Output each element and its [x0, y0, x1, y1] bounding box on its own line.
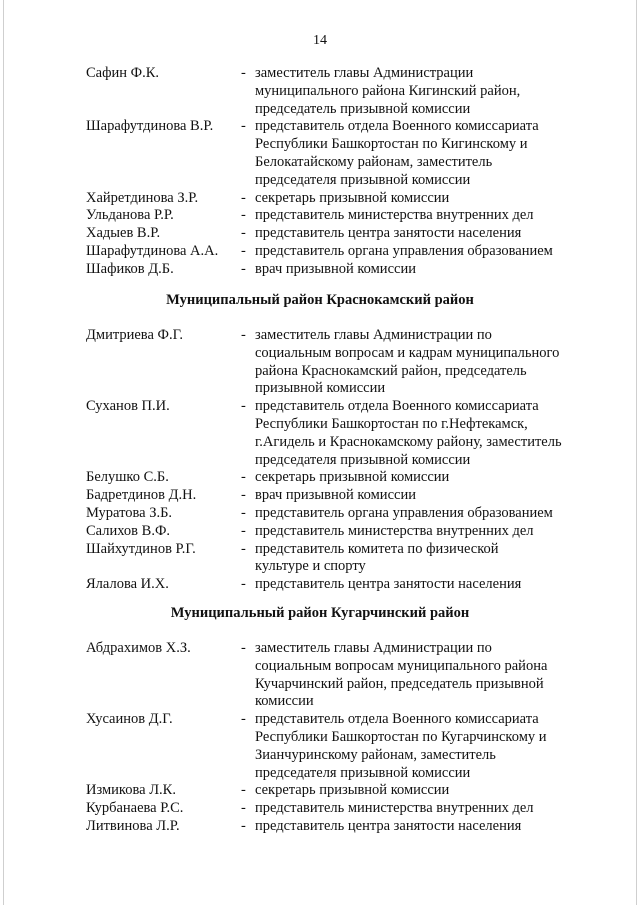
dash-separator: -: [241, 711, 246, 728]
member-role-line: Зианчуринскому районам, заместитель: [255, 746, 496, 763]
member-role-line: представитель отдела Военного комиссариата: [255, 398, 539, 415]
dash-separator: -: [241, 782, 246, 799]
member-role: [255, 327, 586, 398]
member-role-line: заместитель главы Администрации: [255, 65, 474, 81]
commission-section-kiginsky: [86, 65, 586, 279]
member-role-line: Республики Башкортостан по Кигинскому и: [255, 136, 528, 153]
member-role: [255, 261, 586, 279]
member-role-line: секретарь призывной комиссии: [255, 189, 450, 206]
member-role-line: председателя призывной комиссии: [255, 451, 471, 468]
member-name: Шайхутдинов Р.Г.: [86, 540, 196, 557]
commission-section-krasnokamsky: [86, 327, 586, 594]
section-heading-krasnokamsky: Муниципальный район Краснокамский район: [166, 292, 474, 308]
member-role-line: призывной комиссии: [255, 380, 386, 397]
member-row: [86, 576, 586, 594]
page-number: 14: [313, 33, 327, 48]
member-role-line: председателя призывной комиссии: [255, 171, 471, 188]
member-row: [86, 225, 586, 243]
member-role-line: Республики Башкортостан по г.Нефтекамск,: [255, 415, 528, 432]
dash-separator: -: [241, 522, 246, 539]
dash-separator: -: [241, 260, 246, 277]
member-role-line: представитель центра занятости населения: [255, 225, 522, 242]
member-name: Хусаинов Д.Г.: [86, 711, 173, 728]
member-role-line: представитель министерства внутренних дел: [255, 800, 534, 817]
member-row: [86, 711, 586, 782]
member-role: [255, 225, 586, 243]
section-heading-kugarchinsky: Муниципальный район Кугарчинский район: [170, 605, 470, 621]
member-role-line: Кучарчинский район, председатель призывной: [255, 675, 544, 692]
member-role: [255, 487, 586, 505]
member-name: Белушко С.Б.: [86, 469, 169, 486]
dash-separator: -: [241, 398, 246, 415]
member-role: [255, 65, 586, 118]
dash-separator: -: [241, 242, 246, 259]
member-role: [255, 640, 586, 711]
member-row: [86, 190, 586, 208]
member-role-line: секретарь призывной комиссии: [255, 469, 450, 486]
member-name: Муратова З.Б.: [86, 504, 173, 521]
member-role-line: председателя призывной комиссии: [255, 764, 471, 781]
member-role-line: секретарь призывной комиссии: [255, 782, 450, 799]
dash-separator: -: [241, 817, 246, 834]
member-role-line: Республики Башкортостан по Кугарчинскому и: [255, 728, 547, 745]
dash-separator: -: [241, 189, 246, 206]
member-row: [86, 541, 586, 577]
member-role: [255, 505, 586, 523]
member-role-line: г.Агидель и Краснокамскому району, заместитель: [255, 433, 562, 450]
member-role-line: культуре и спорту: [255, 558, 366, 575]
member-name: Шарафутдинова В.Р.: [86, 118, 214, 135]
dash-separator: -: [241, 469, 246, 486]
member-name: Хадыев В.Р.: [86, 225, 161, 242]
member-role-line: председатель призывной комиссии: [255, 100, 471, 117]
scan-edge-right: [636, 0, 637, 905]
member-name: Суханов П.И.: [86, 398, 170, 415]
member-name: Абдрахимов Х.З.: [86, 640, 191, 656]
member-role-line: комиссии: [255, 693, 314, 710]
member-row: [86, 327, 586, 398]
member-name: Ульданова Р.Р.: [86, 207, 174, 224]
member-name: Ялалова И.Х.: [86, 576, 169, 593]
member-role-line: Белокатайскому районам, заместитель: [255, 153, 493, 170]
member-name: Дмитриева Ф.Г.: [86, 327, 183, 343]
member-row: [86, 398, 586, 469]
dash-separator: -: [241, 640, 246, 656]
member-role-line: представитель органа управления образованием: [255, 242, 553, 259]
member-name: Салихов В.Ф.: [86, 522, 171, 539]
member-role-line: заместитель главы Администрации по: [255, 327, 492, 343]
member-row: [86, 65, 586, 118]
member-role: [255, 782, 586, 800]
member-row: [86, 782, 586, 800]
member-name: Литвинова Л.Р.: [86, 817, 180, 834]
member-role-line: заместитель главы Администрации по: [255, 640, 492, 656]
member-role: [255, 541, 586, 577]
member-name: Измикова Л.К.: [86, 782, 176, 799]
member-row: [86, 505, 586, 523]
member-role-line: врач призывной комиссии: [255, 487, 416, 504]
commission-section-kugarchinsky: [86, 640, 586, 836]
member-row: [86, 800, 586, 818]
member-row: [86, 243, 586, 261]
dash-separator: -: [241, 504, 246, 521]
member-role-line: представитель органа управления образованием: [255, 504, 553, 521]
member-role-line: представитель комитета по физической: [255, 540, 499, 557]
member-row: [86, 469, 586, 487]
member-row: [86, 118, 586, 189]
member-role-line: представитель отдела Военного комиссариата: [255, 118, 539, 135]
member-role: [255, 711, 586, 782]
dash-separator: -: [241, 540, 246, 557]
member-name: Шафиков Д.Б.: [86, 260, 174, 277]
member-role: [255, 800, 586, 818]
member-row: [86, 523, 586, 541]
member-row: [86, 261, 586, 279]
member-role: [255, 523, 586, 541]
dash-separator: -: [241, 576, 246, 593]
member-role-line: представитель центра занятости населения: [255, 576, 522, 593]
member-role: [255, 469, 586, 487]
member-name: Шарафутдинова А.А.: [86, 242, 219, 259]
member-name: Бадретдинов Д.Н.: [86, 487, 197, 504]
member-name: Сафин Ф.К.: [86, 65, 160, 81]
member-row: [86, 487, 586, 505]
dash-separator: -: [241, 225, 246, 242]
member-role: [255, 243, 586, 261]
member-row: [86, 640, 586, 711]
dash-separator: -: [241, 487, 246, 504]
member-role-line: представитель министерства внутренних дел: [255, 207, 534, 224]
member-role-line: социальным вопросам и кадрам муниципального: [255, 344, 560, 361]
dash-separator: -: [241, 118, 246, 135]
member-role: [255, 190, 586, 208]
member-role-line: района Краснокамский район, председатель: [255, 362, 527, 379]
member-role-line: представитель отдела Военного комиссариата: [255, 711, 539, 728]
member-role-line: врач призывной комиссии: [255, 260, 416, 277]
member-role-line: представитель центра занятости населения: [255, 817, 522, 834]
member-name: Хайретдинова З.Р.: [86, 189, 199, 206]
member-role: [255, 118, 586, 189]
dash-separator: -: [241, 800, 246, 817]
member-role: [255, 398, 586, 469]
member-role-line: представитель министерства внутренних дел: [255, 522, 534, 539]
member-role: [255, 207, 586, 225]
member-row: [86, 207, 586, 225]
dash-separator: -: [241, 207, 246, 224]
dash-separator: -: [241, 65, 246, 81]
member-role: [255, 576, 586, 594]
member-role-line: социальным вопросам муниципального района: [255, 657, 548, 674]
dash-separator: -: [241, 327, 246, 343]
member-role-line: муниципального района Кигинский район,: [255, 82, 521, 99]
member-row: [86, 818, 586, 836]
member-role: [255, 818, 586, 836]
member-name: Курбанаева Р.С.: [86, 800, 184, 817]
scan-edge-left: [3, 0, 4, 905]
